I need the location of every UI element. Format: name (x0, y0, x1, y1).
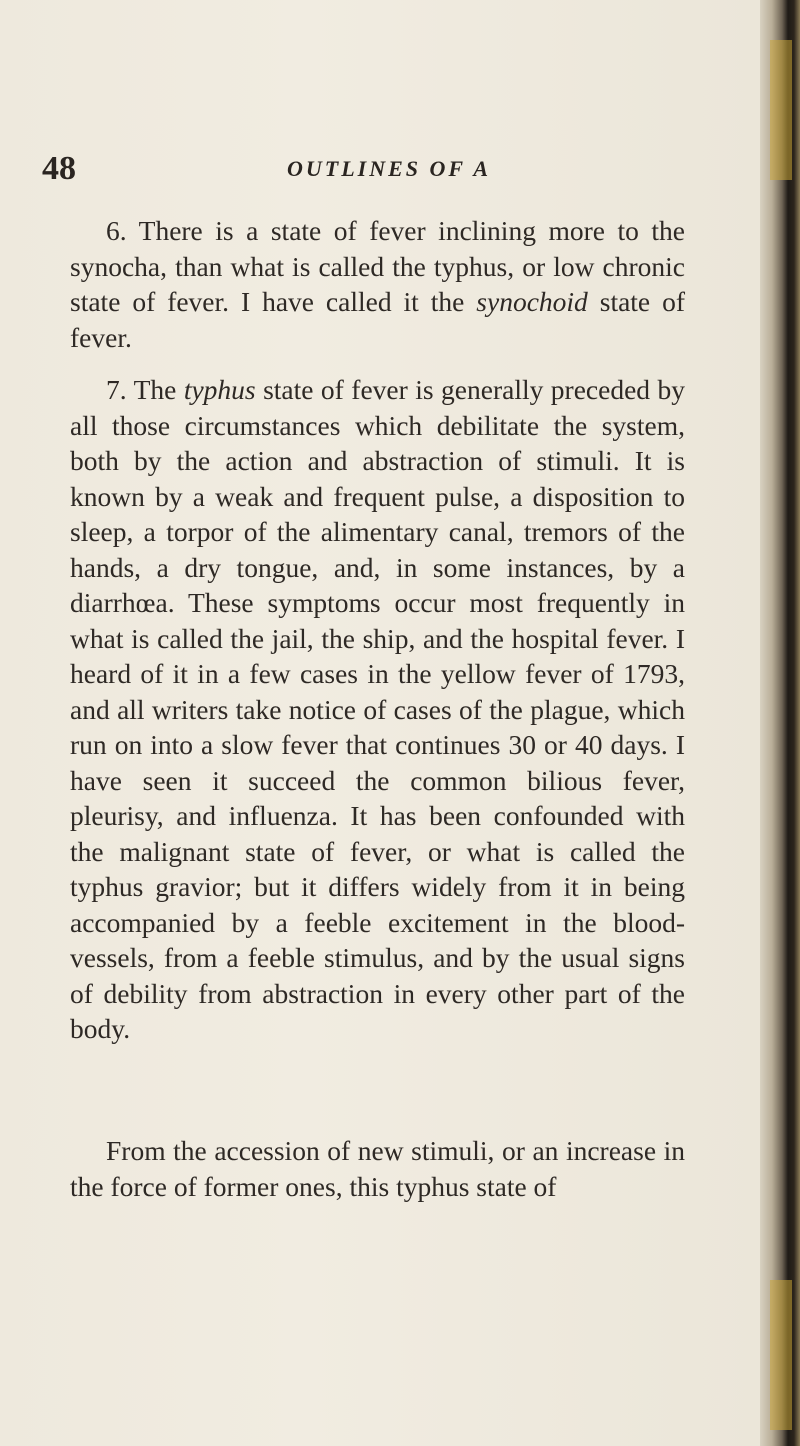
term-typhus: typhus (183, 374, 256, 405)
paragraph-6-text-end: state of fever. (70, 286, 685, 353)
paragraph-7-text-start: 7. The (106, 374, 184, 405)
binding-stain (770, 40, 792, 180)
paragraph-7 (70, 372, 685, 1047)
page-number: 48 (42, 150, 76, 187)
paragraph-8 (70, 1133, 685, 1204)
paragraph-8-text: From the accession of new stimuli, or an increase in the force of former ones, this typhus state of (70, 1135, 685, 1202)
running-title: OUTLINES OF A (287, 156, 492, 181)
paragraph-7-text: state of fever is generally preceded by all those circumstances which debilitate the system, both by the action and abstraction of stimuli. It is known by a weak and frequent pulse, a disposition to sleep, a torpor of the alimentary canal, tremors of the hands, a dry tongue, and, in some instances, by a diarrhœa. These symptoms occur most frequently in what is called the jail, the ship, and the hospital fever. I heard of it in a few cases in the yellow fever of 1793, and all writers take notice of cases of the plague, which run on into a slow fever that continues 30 or 40 days. I have seen it succeed the common bilious fever, pleurisy, and influenza. It has been confounded with the malignant state of fever, or what is called the typhus gravior; but it differs widely from it in being accompanied by a feeble excitement in the blood-vessels, from a feeble stimulus, and by the usual signs of debility from abstraction in every other part of the body. (70, 374, 685, 1044)
term-synochoid: synochoid (476, 286, 588, 317)
binding-stain (770, 1280, 792, 1430)
paragraph-6-text: 6. There is a state of fever inclining more to the synocha, than what is called the typhus, or low chronic state of fever. I have called it the (70, 215, 685, 317)
paragraph-6 (70, 213, 685, 355)
running-head (42, 150, 602, 190)
book-binding-edge (760, 0, 800, 1446)
